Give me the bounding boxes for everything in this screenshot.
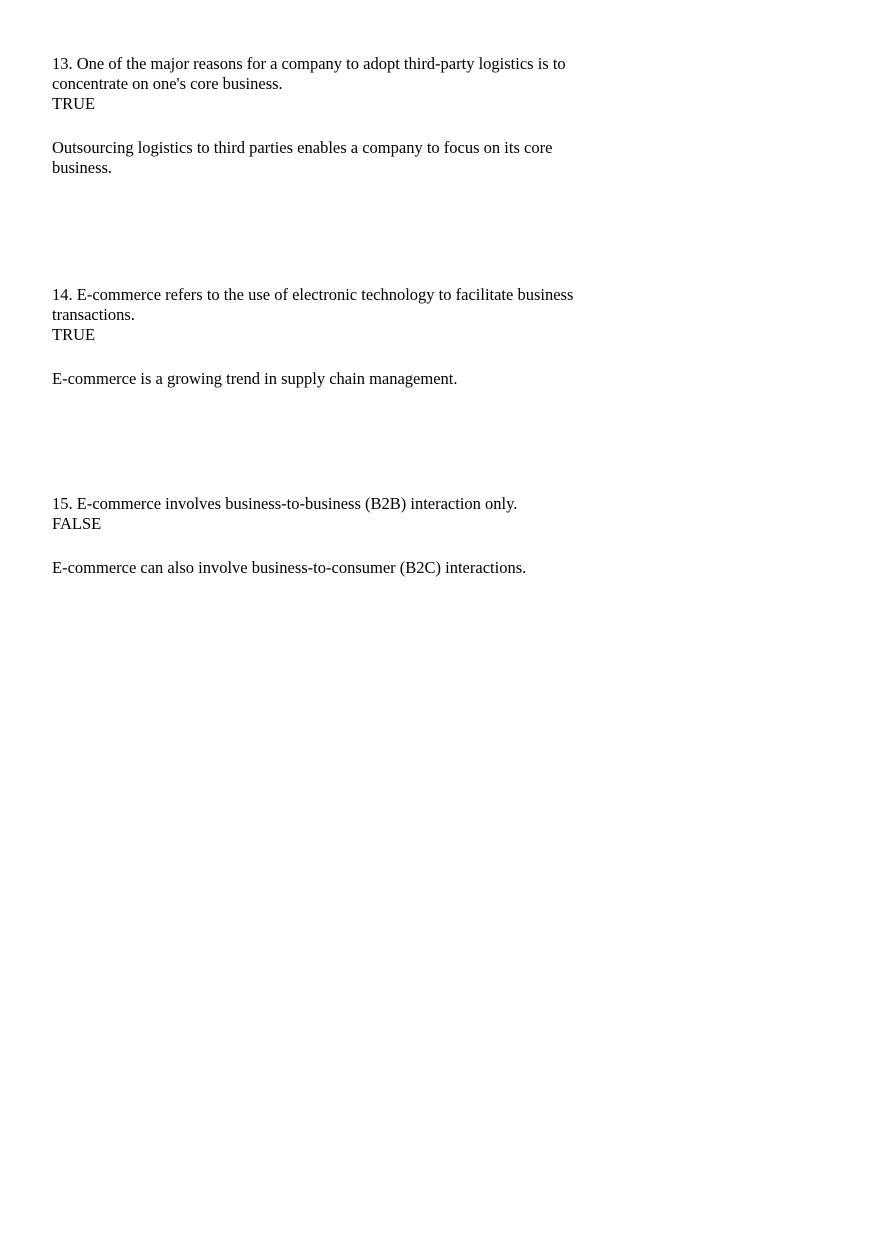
- explanation: E-commerce can also involve business-to-consumer (B2C) interactions.: [52, 558, 527, 577]
- question-text: 13. One of the major reasons for a company to adopt third-party logistics is to concentrate on one's core business.: [52, 54, 566, 93]
- answer: TRUE: [52, 325, 96, 344]
- question-15: [52, 494, 612, 578]
- question-14: [52, 285, 612, 389]
- explanation: E-commerce is a growing trend in supply chain management.: [52, 369, 458, 388]
- explanation: Outsourcing logistics to third parties enables a company to focus on its core business.: [52, 138, 553, 177]
- question-13: [52, 54, 612, 178]
- answer: FALSE: [52, 514, 102, 533]
- question-text: 14. E-commerce refers to the use of electronic technology to facilitate business transactions.: [52, 285, 574, 324]
- question-text: 15. E-commerce involves business-to-business (B2B) interaction only.: [52, 494, 518, 513]
- answer: TRUE: [52, 94, 96, 113]
